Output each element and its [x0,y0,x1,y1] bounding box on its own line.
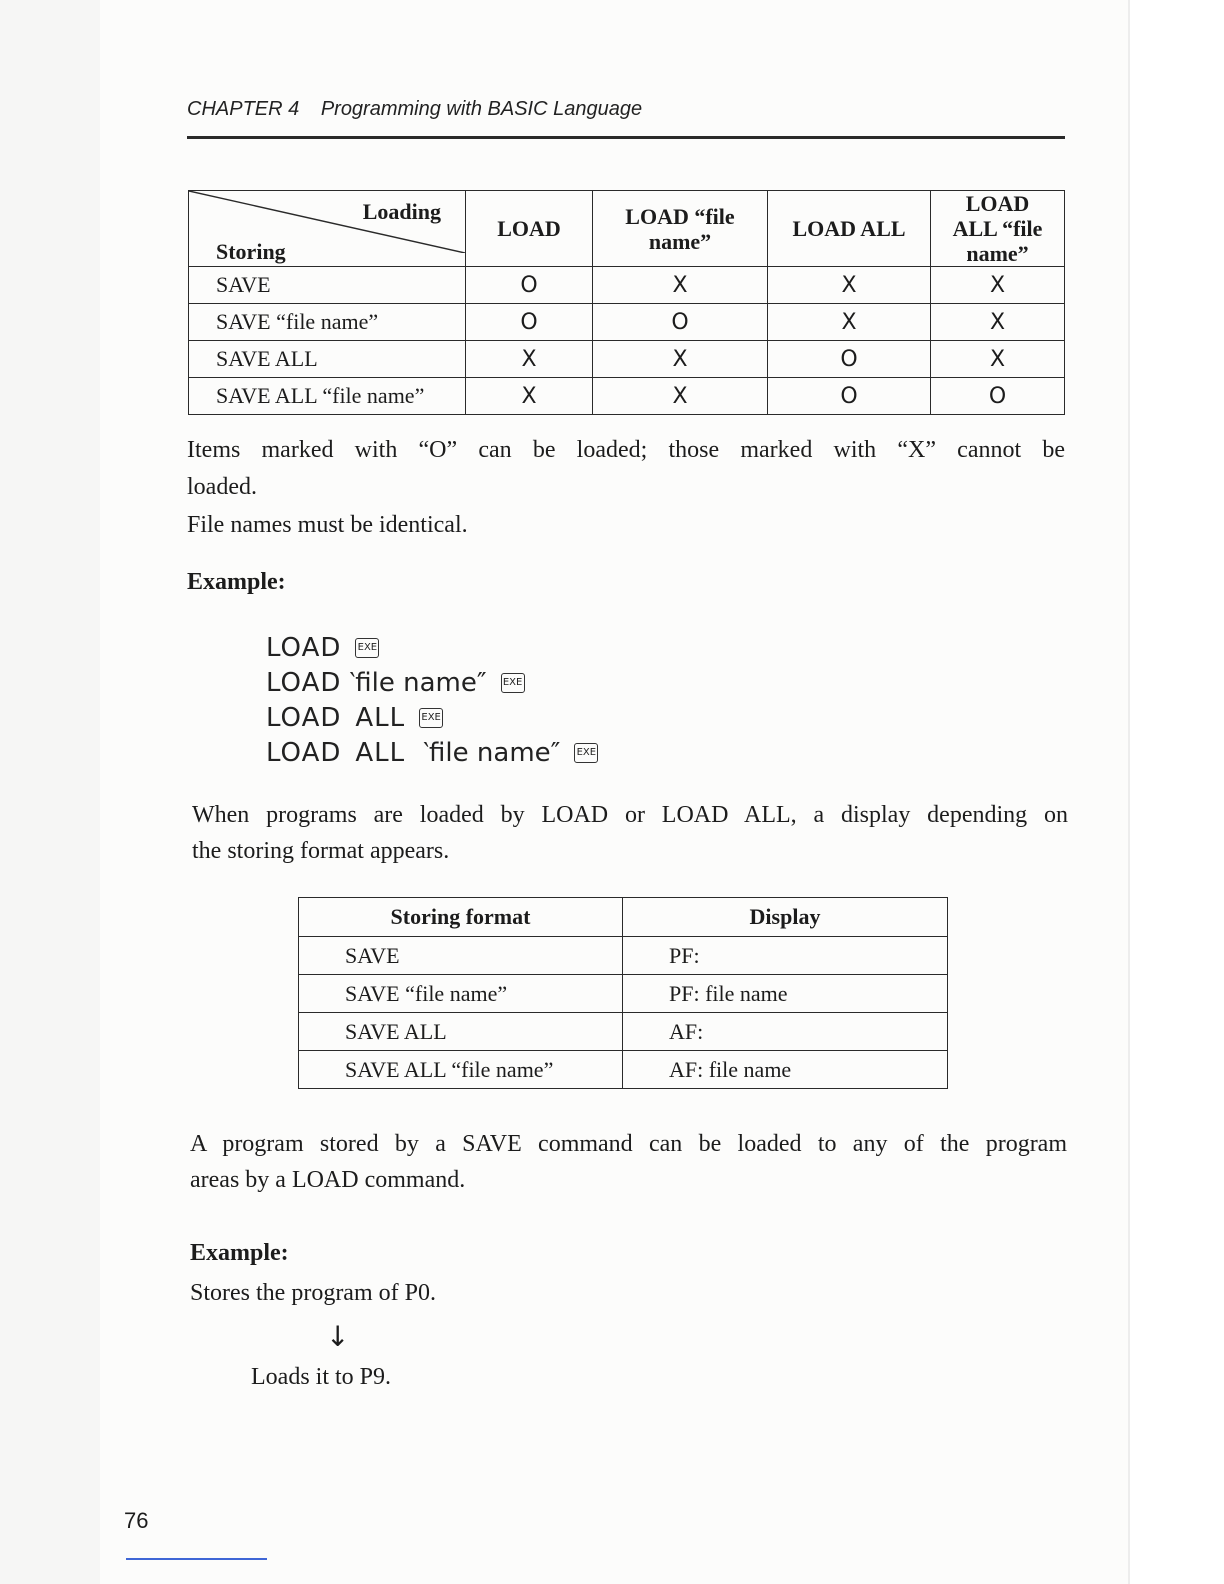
code-line [266,665,598,700]
exe-key-icon: EXE [574,743,598,763]
example-step: Loads it to P9. [251,1364,392,1390]
down-arrow-icon: ↓ [326,1320,350,1353]
storing-format-cell: SAVE “file name” [299,975,623,1013]
compat-mark: X [593,341,768,378]
program-note-line: areas by a LOAD command. [190,1167,466,1193]
storing-format-cell: SAVE ALL [299,1013,623,1051]
page-edge-margin [1128,0,1224,1584]
storing-format-cell: SAVE ALL “file name” [299,1051,623,1089]
compat-mark: X [768,304,931,341]
keyword: LOAD [266,632,342,663]
exe-key-icon: EXE [501,673,525,693]
code-line [266,735,598,770]
row-label: SAVE ALL [189,341,466,378]
column-header: Storing format [299,898,623,937]
column-header: Display [623,898,948,937]
exe-key-icon: EXE [355,638,379,658]
display-cell: AF: file name [623,1051,948,1089]
compat-mark: O [466,267,593,304]
compat-mark: X [466,378,593,415]
chapter-label: CHAPTER 4 [187,98,300,120]
table-row [189,267,1065,304]
table-header-row [299,898,948,937]
file-name-argument: ‵file name″ [349,667,487,698]
table-row [299,1051,948,1089]
corner-header-cell [189,191,466,267]
compat-mark: X [593,267,768,304]
exe-key-icon: EXE [419,708,443,728]
keyword: LOAD [266,702,342,733]
keyword: LOAD [266,737,342,768]
compat-mark: X [768,267,931,304]
compat-mark: X [931,267,1065,304]
compat-mark: X [593,378,768,415]
compat-note-line: File names must be identical. [187,512,468,538]
table-header-row [189,191,1065,267]
compat-mark: X [931,341,1065,378]
keyword: ALL [355,702,406,733]
compat-mark: O [931,378,1065,415]
corner-label-storing: Storing [216,239,286,264]
column-header: LOAD ALL [768,191,931,267]
compat-mark: O [593,304,768,341]
column-header: LOAD “file name” [593,191,768,267]
table-row [299,937,948,975]
chapter-title: Programming with BASIC Language [320,98,643,120]
display-cell: PF: file name [623,975,948,1013]
row-label: SAVE “file name” [189,304,466,341]
compat-mark: X [466,341,593,378]
compat-mark: O [768,341,931,378]
display-cell: PF: [623,937,948,975]
display-intro-line: the storing format appears. [192,838,450,864]
column-header: LOAD ALL “file name” [931,191,1065,267]
footer-rule [126,1558,267,1560]
keyword: ALL [355,737,406,768]
display-intro-line: When programs are loaded by LOAD or LOAD ALL, a display depending on [192,802,1068,828]
compat-mark: O [768,378,931,415]
corner-label-loading: Loading [362,199,441,224]
load-command-examples [266,630,598,770]
code-line [266,700,598,735]
compat-mark: O [466,304,593,341]
table-row [299,975,948,1013]
example-heading: Example: [190,1240,289,1266]
display-cell: AF: [623,1013,948,1051]
compat-mark: X [931,304,1065,341]
page-number: 76 [124,1508,149,1533]
compat-note-line: loaded. [187,474,257,500]
column-header: LOAD [466,191,593,267]
header-rule [187,136,1065,139]
load-save-compatibility-table [188,190,1065,415]
storing-format-cell: SAVE [299,937,623,975]
keyword: LOAD [266,667,342,698]
table-row [299,1013,948,1051]
page-edge-shadow [0,0,100,1584]
compat-note-line: Items marked with “O” can be loaded; those marked with “X” cannot be [187,437,1065,463]
row-label: SAVE [189,267,466,304]
table-row [189,341,1065,378]
example-step: Stores the program of P0. [190,1280,436,1306]
table-row [189,378,1065,415]
example-heading: Example: [187,569,286,595]
row-label: SAVE ALL “file name” [189,378,466,415]
storing-format-display-table [298,897,948,1089]
program-note-line: A program stored by a SAVE command can be loaded to any of the program [190,1131,1067,1157]
running-header [187,98,642,121]
code-line [266,630,598,665]
file-name-argument: ‵file name″ [423,737,561,768]
table-row [189,304,1065,341]
